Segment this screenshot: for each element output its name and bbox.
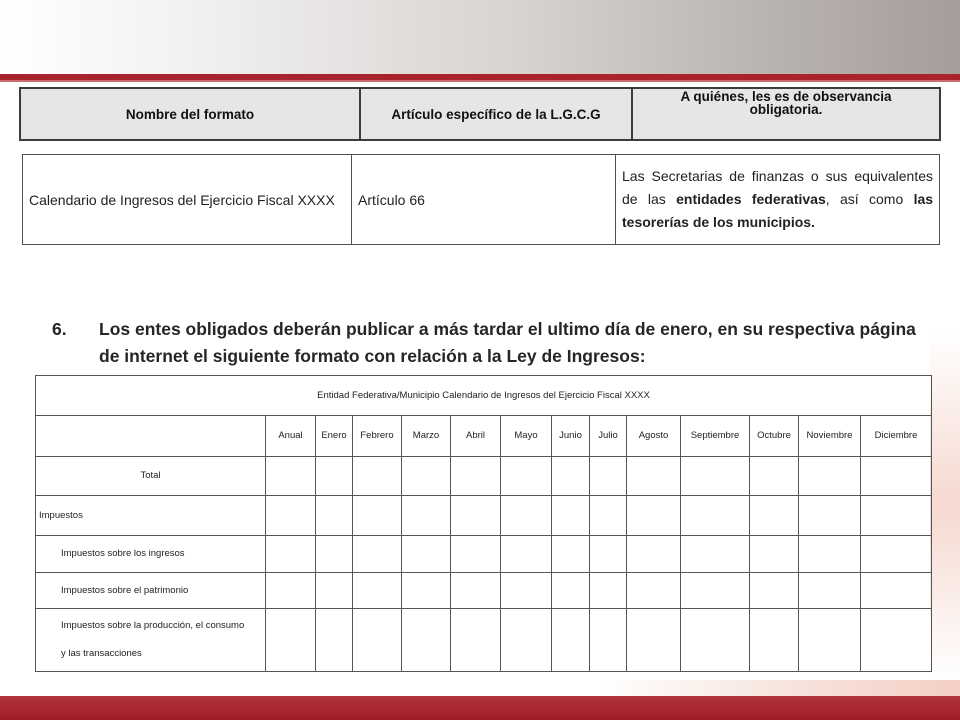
month-header: Febrero [353,415,402,456]
data-cell [799,572,861,609]
data-cell [451,609,501,672]
data-cell [266,535,316,572]
data-cell [266,572,316,609]
top-pink-stripe [0,80,960,82]
article-value: Artículo 66 [352,155,616,245]
data-cell [353,495,402,535]
header-format-name: Nombre del formato [20,88,360,140]
data-cell [750,535,799,572]
data-cell [799,609,861,672]
data-cell [316,572,353,609]
row-label-impuestos: Impuestos [36,495,266,535]
observance-text-3: , así como [825,191,914,207]
month-header: Mayo [501,415,552,456]
observance-text-1: Las Secretarias de finanzas o sus equivalentes de las [622,168,933,207]
data-cell [316,609,353,672]
data-cell [402,535,451,572]
month-header: Septiembre [681,415,750,456]
month-header: Agosto [627,415,681,456]
empty-header-cell [36,415,266,456]
data-cell [353,535,402,572]
data-cell [861,609,932,672]
data-cell [316,495,353,535]
month-header: Julio [590,415,627,456]
header-observance [632,88,940,140]
data-cell [353,572,402,609]
data-cell [590,572,627,609]
data-cell [501,609,552,672]
month-header: Octubre [750,415,799,456]
data-cell [627,609,681,672]
data-cell [451,456,501,495]
data-cell [861,535,932,572]
data-cell [501,456,552,495]
observance-value [616,155,940,245]
background-decoration-bottom [600,680,960,696]
data-cell [627,495,681,535]
data-cell [590,535,627,572]
income-calendar-table [35,375,932,672]
data-cell [552,456,590,495]
row-label-produccion [36,609,266,672]
month-header: Marzo [402,415,451,456]
data-cell [266,495,316,535]
data-cell [627,456,681,495]
header-table [19,87,941,141]
data-cell [266,456,316,495]
data-cell [266,609,316,672]
row-label-total: Total [36,456,266,495]
calendar-title: Entidad Federativa/Municipio Calendario de Ingresos del Ejercicio Fiscal XXXX [36,376,932,416]
data-cell [451,495,501,535]
data-cell [799,535,861,572]
format-name-value: Calendario de Ingresos del Ejercicio Fiscal XXXX [23,155,352,245]
background-decoration [930,330,960,680]
data-cell [681,535,750,572]
month-header: Anual [266,415,316,456]
row-label-produccion-line2: y las transacciones [61,648,142,660]
header-article: Artículo específico de la L.G.C.G [360,88,632,140]
data-cell [501,572,552,609]
data-cell [799,495,861,535]
data-cell [590,609,627,672]
data-cell [750,456,799,495]
data-cell [402,456,451,495]
data-cell [501,495,552,535]
data-cell [681,609,750,672]
header-observance-line2: obligatoria. [749,102,823,117]
data-cell [627,535,681,572]
data-cell [552,535,590,572]
paragraph-number: 6. [52,319,67,339]
data-cell [501,535,552,572]
observance-text-2: entidades federativas [676,191,826,207]
data-cell [316,456,353,495]
data-cell [402,572,451,609]
month-header: Enero [316,415,353,456]
data-cell [861,495,932,535]
month-header: Abril [451,415,501,456]
data-cell [353,609,402,672]
data-cell [590,495,627,535]
data-cell [750,572,799,609]
row-label-patrimonio: Impuestos sobre el patrimonio [36,572,266,609]
data-cell [627,572,681,609]
top-banner [0,0,960,74]
data-cell [861,456,932,495]
data-cell [402,609,451,672]
bottom-red-stripe [0,696,960,720]
row-label-produccion-line1: Impuestos sobre la producción, el consumo [61,620,245,632]
data-cell [799,456,861,495]
row-label-ingresos: Impuestos sobre los ingresos [36,535,266,572]
data-cell [590,456,627,495]
paragraph-text: Los entes obligados deberán publicar a más tardar el ultimo día de enero, en su respectiva página de internet el siguiente formato con relación a la Ley de Ingresos: [99,319,916,366]
month-header: Noviembre [799,415,861,456]
month-header: Diciembre [861,415,932,456]
data-cell [552,609,590,672]
month-header: Junio [552,415,590,456]
data-cell [451,535,501,572]
header-observance-line1: A quiénes, les es de observancia [680,89,892,104]
data-cell [861,572,932,609]
data-cell [681,456,750,495]
data-cell [353,456,402,495]
data-cell [316,535,353,572]
info-table [22,154,940,245]
data-cell [681,572,750,609]
data-cell [750,609,799,672]
data-cell [451,572,501,609]
data-cell [681,495,750,535]
observance-text-4: las tesorerías de los municipios. [622,191,934,230]
data-cell [552,572,590,609]
data-cell [402,495,451,535]
data-cell [750,495,799,535]
data-cell [552,495,590,535]
